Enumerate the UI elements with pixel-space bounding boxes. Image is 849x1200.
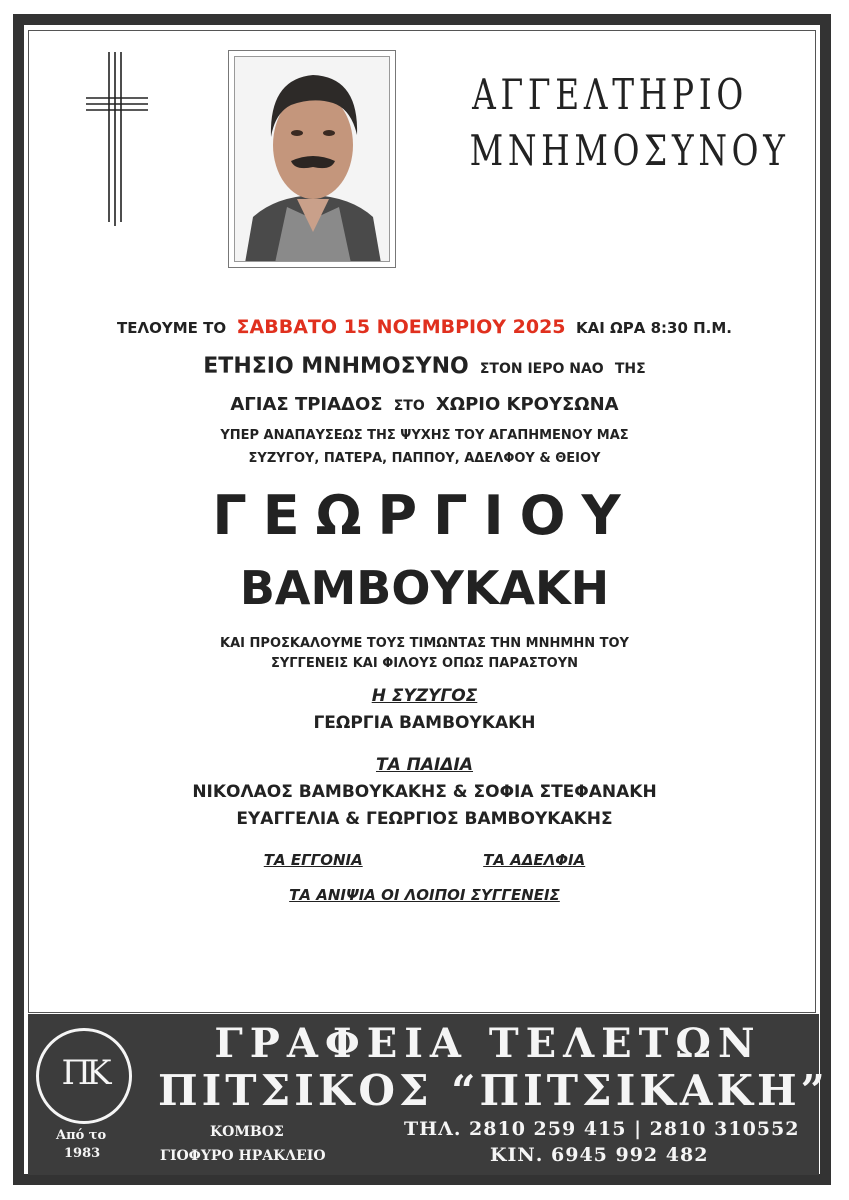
- memorial-time: ΚΑΙ ΩΡΑ 8:30 Π.Μ.: [575, 319, 732, 337]
- intro-text: ΤΕΛΟΥΜΕ ΤΟ: [117, 319, 227, 337]
- deceased-first-name: ΓΕΩΡΓΙΟΥ: [212, 484, 637, 547]
- others-label: ΤΑ ΑΝΙΨΙΑ ΟΙ ΛΟΙΠΟΙ ΣΥΓΓΕΝΕΙΣ: [289, 886, 560, 904]
- funeral-home-footer: [28, 1014, 829, 1175]
- invitation-line-1: ΚΑΙ ΠΡΟΣΚΑΛΟΥΜΕ ΤΟΥΣ ΤΙΜΩΝΤΑΣ ΤΗΝ ΜΝΗΜΗΝ ΤΟΥ: [220, 636, 629, 651]
- church-prefix: ΣΤΟΝ ΙΕΡΟ ΝΑΟ: [479, 361, 604, 377]
- company-logo: [36, 1028, 132, 1124]
- deceased-last-name: ΒΑΜΒΟΥΚΑΚΗ: [239, 561, 610, 615]
- service-line: [30, 354, 819, 379]
- spouse-name: ΓΕΩΡΓΙΑ ΒΑΜΒΟΥΚΑΚΗ: [313, 713, 536, 733]
- purpose-line-1: ΥΠΕΡ ΑΝΑΠΑΥΣΕΩΣ ΤΗΣ ΨΥΧΗΣ ΤΟΥ ΑΓΑΠΗΜΕΝΟΥ ΜΑΣ: [220, 428, 629, 443]
- address-line-1: ΚΟΜΒΟΣ: [210, 1124, 284, 1140]
- memorial-date: ΣΑΒΒΑΤΟ 15 ΝΟΕΜΒΡΙΟΥ 2025: [236, 316, 566, 338]
- relatives-line: [30, 851, 819, 869]
- title-line-1: ΑΓΓΕΛΤΗΡΙΟ: [472, 70, 748, 119]
- purpose-line-2: ΣΥΖΥΓΟΥ, ΠΑΤΕΡΑ, ΠΑΠΠΟΥ, ΑΔΕΛΦΟΥ & ΘΕΙΟΥ: [248, 451, 601, 466]
- children-label: ΤΑ ΠΑΙΔΙΑ: [375, 755, 474, 775]
- title-line-2: ΜΝΗΜΟΣΥΝΟΥ: [469, 126, 790, 175]
- invitation-line-2: ΣΥΓΓΕΝΕΙΣ ΚΑΙ ΦΙΛΟΥΣ ΟΠΩΣ ΠΑΡΑΣΤΟΥΝ: [270, 656, 579, 671]
- church-line: [30, 394, 819, 415]
- children-line-1: ΝΙΚΟΛΑΟΣ ΒΑΜΒΟΥΚΑΚΗΣ & ΣΟΦΙΑ ΣΤΕΦΑΝΑΚΗ: [192, 782, 657, 802]
- since-label: Από το: [56, 1128, 107, 1143]
- deceased-photo: [228, 50, 396, 268]
- church-of: ΤΗΣ: [614, 361, 646, 377]
- date-line: [30, 316, 819, 338]
- village-name: ΧΩΡΙΟ ΚΡΟΥΣΩΝΑ: [435, 394, 619, 415]
- church-in: ΣΤΟ: [393, 398, 425, 414]
- spouse-label: Η ΣΥΖΥΓΟΣ: [371, 686, 478, 706]
- portrait-image: [235, 57, 390, 262]
- cross-icon: [84, 50, 150, 230]
- mobile-number: ΚΙΝ. 6945 992 482: [490, 1144, 709, 1166]
- logo-text: ΠΚ: [61, 1053, 107, 1093]
- address-line-2: ΓΙΟΦΥΡΟ ΗΡΑΚΛΕΙΟ: [160, 1148, 326, 1164]
- phone-numbers: ΤΗΛ. 2810 259 415 | 2810 310552: [404, 1118, 800, 1140]
- children-line-2: ΕΥΑΓΓΕΛΙΑ & ΓΕΩΡΓΙΟΣ ΒΑΜΒΟΥΚΑΚΗΣ: [236, 809, 613, 829]
- footer-title: ΓΡΑΦΕΙΑ ΤΕΛΕΤΩΝ: [214, 1020, 762, 1067]
- siblings-label: ΤΑ ΑΔΕΛΦΙΑ: [483, 851, 586, 869]
- grandchildren-label: ΤΑ ΕΓΓΟΝΙΑ: [263, 851, 363, 869]
- service-name: ΕΤΗΣΙΟ ΜΝΗΜΟΣΥΝΟ: [203, 354, 469, 379]
- footer-company: ΠΙΤΣΙΚΟΣ “ΠΙΤΣΙΚΑΚΗ”: [158, 1066, 829, 1115]
- since-year: 1983: [64, 1146, 101, 1161]
- church-name: ΑΓΙΑΣ ΤΡΙΑΔΟΣ: [230, 394, 383, 415]
